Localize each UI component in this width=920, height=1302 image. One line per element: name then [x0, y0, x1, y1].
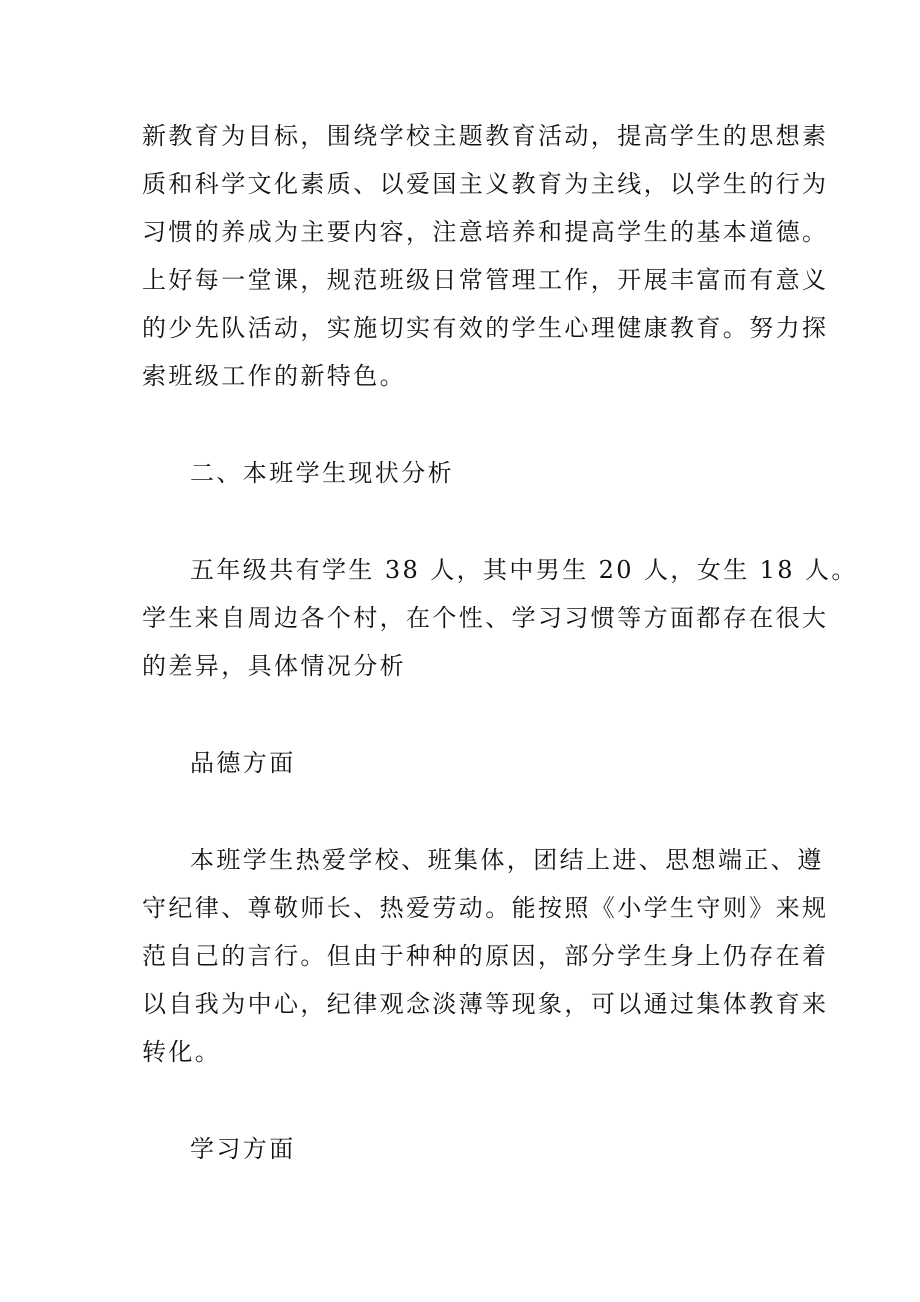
text-line: 五年级共有学生 38 人，其中男生 20 人，女生 18 人。 — [190, 556, 858, 584]
text-line: 新教育为目标，围绕学校主题教育活动，提高学生的思想素 — [142, 122, 829, 150]
text-line: 的少先队活动，实施切实有效的学生心理健康教育。努力探 — [142, 314, 829, 342]
text-line: 以自我为中心，纪律观念淡薄等现象，可以通过集体教育来 — [142, 990, 829, 1018]
subsection-heading: 品德方面 — [190, 749, 296, 777]
text-line: 上好每一堂课，规范班级日常管理工作，开展丰富而有意义 — [142, 266, 829, 294]
subsection-heading: 学习方面 — [190, 1135, 296, 1163]
text-line: 转化。 — [142, 1038, 222, 1066]
text-line: 质和科学文化素质、以爱国主义教育为主线，以学生的行为 — [142, 170, 829, 198]
text-line: 学生来自周边各个村，在个性、学习习惯等方面都存在很大 — [142, 604, 829, 632]
text-line: 守纪律、尊敬师长、热爱劳动。能按照《小学生守则》来规 — [142, 894, 829, 922]
text-line: 习惯的养成为主要内容，注意培养和提高学生的基本道德。 — [142, 218, 829, 246]
text-line: 索班级工作的新特色。 — [142, 362, 406, 390]
text-line: 的差异，具体情况分析 — [142, 652, 406, 680]
section-heading: 二、本班学生现状分析 — [190, 459, 454, 487]
text-line: 本班学生热爱学校、班集体，团结上进、思想端正、遵 — [190, 846, 824, 874]
text-line: 范自己的言行。但由于种种的原因，部分学生身上仍存在着 — [142, 942, 829, 970]
